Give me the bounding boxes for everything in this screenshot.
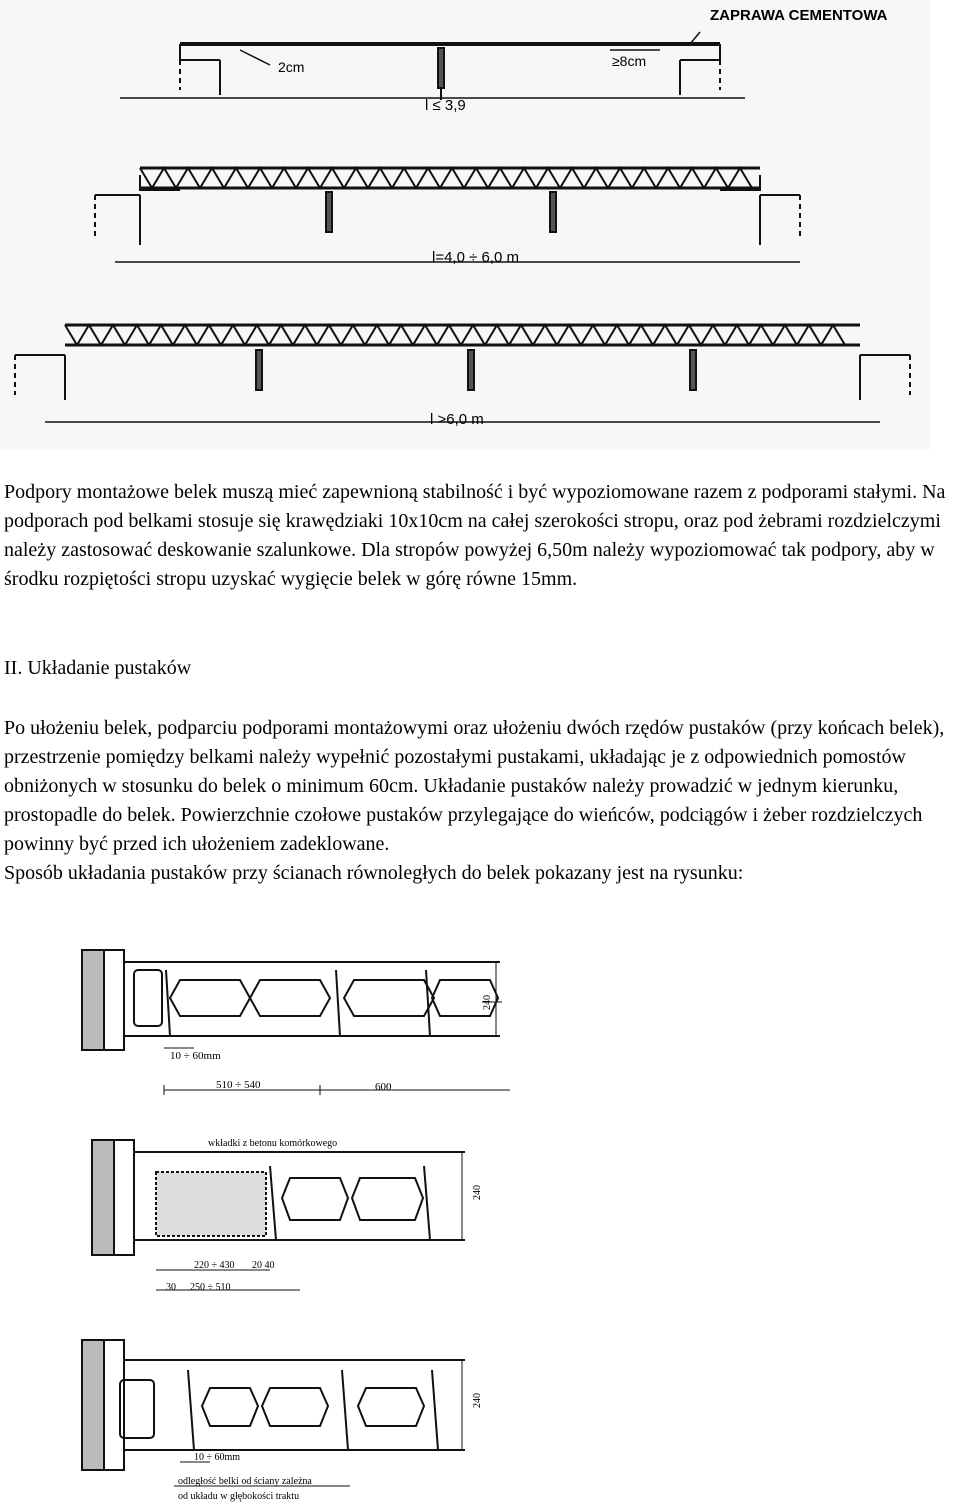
detail-3-note-line2: od układu w głębokości traktu	[178, 1491, 300, 1502]
text-paragraph-supports	[4, 478, 960, 594]
detail-2-dim-c: 30	[166, 1282, 176, 1293]
section-heading-container	[4, 654, 960, 683]
panel-a-bearing-label: ≥8cm	[612, 53, 647, 69]
detail-2-insert-note: wkładki z betonu komórkowego	[208, 1138, 338, 1149]
detail-2-dim-a: 220 ÷ 430	[194, 1260, 235, 1271]
support-scheme-drawing	[0, 0, 930, 450]
mortar-label: ZAPRAWA CEMENTOWA	[710, 7, 888, 24]
detail-3-height: 240	[472, 1393, 483, 1408]
detail-2	[92, 1140, 465, 1290]
paragraph-laying-blocks: Po ułożeniu belek, podparciu podporami montażowymi oraz ułożeniu dwóch rzędów pustaków (przy końcach belek), przestrzenie pomiędzy belkami należy wypełnić pozostałymi pustakami, układając je z odpowiednich pomostów obniżonych w stosunku do belek o minimum 60cm. Układanie pustaków należy prowadzić w jednym kierunku, prostopadle do belek. Powierzchnie czołowe pustaków przylegające do wieńców, podciągów i żeber rozdzielczych powinny być przed ich ułożeniem zadeklowane.	[4, 717, 945, 855]
paragraph-supports: Podpory montażowe belek muszą mieć zapewnioną stabilność i być wypoziomowane razem z podporami stałymi. Na podporach pod belkami stosuje się krawędziaki 10x10cm na całej szerokości stropu, oraz pod żebrami rozdzielczymi należy zastosować deskowanie szalunkowe. Dla stropów powyżej 6,50m należy wypoziomować tak podpory, aby w środku rozpiętości stropu uzyskać wygięcie belek w górę równe 15mm.	[4, 481, 946, 590]
section-heading: II. Układanie pustaków	[4, 657, 192, 679]
detail-3-small-dim: 10 ÷ 60mm	[194, 1452, 241, 1463]
detail-2-dim-d: 250 ÷ 510	[190, 1282, 231, 1293]
detail-1-dim-b: 600	[375, 1081, 392, 1093]
support-scheme-figure	[0, 0, 930, 450]
detail-3-note-line1: odległość belki od ściany zależna	[178, 1476, 312, 1487]
paragraph-figure-intro: Sposób układania pustaków przy ścianach równoległych do belek pokazany jest na rysunku:	[4, 862, 744, 884]
detail-1-small-dim: 10 ÷ 60mm	[170, 1050, 221, 1062]
panel-a-span-label: l ≤ 3,9	[425, 97, 466, 114]
detail-1	[82, 950, 510, 1095]
detail-2-height: 240	[472, 1185, 483, 1200]
detail-1-dim-a: 510 ÷ 540	[216, 1079, 261, 1091]
panel-c-span-label: l >6,0 m	[430, 411, 484, 428]
text-paragraph-blocks	[4, 714, 960, 888]
panel-a-gap-label: 2cm	[278, 59, 305, 75]
block-layout-drawing	[70, 940, 510, 1504]
detail-2-dim-b: 20 40	[252, 1260, 275, 1271]
detail-1-height: 240	[482, 995, 493, 1010]
block-layout-figure	[70, 940, 510, 1504]
panel-b-span-label: l=4,0 ÷ 6,0 m	[432, 249, 520, 266]
detail-3	[82, 1340, 465, 1486]
